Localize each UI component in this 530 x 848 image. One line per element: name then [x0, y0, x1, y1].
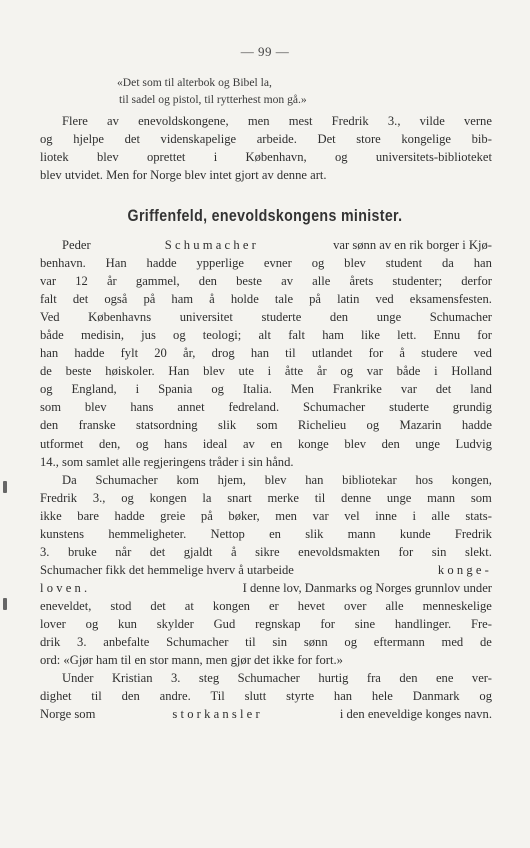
margin-mark: [3, 598, 7, 610]
text-line: den franske statsordning slik som Richelieu og Mazarin hadde: [40, 418, 492, 433]
text-line: både medisin, jus og teologi; alt falt ham like lett. Ennu for: [40, 328, 492, 343]
margin-mark: [3, 481, 7, 493]
verse-quote: [117, 74, 457, 108]
text-line: dighet til den andre. Til slutt styrte han hele Danmark og: [40, 689, 492, 704]
text-line: liotek blev oprettet i København, og universitets-biblioteket: [40, 150, 492, 165]
text-line: og England, i Spania og Italia. Men Frankrike var det land: [40, 382, 492, 397]
text-run: Peder: [62, 238, 91, 252]
text-line: 14., som samlet alle regjeringens tråder i sin hånd.: [40, 454, 294, 469]
text-line: og hjelpe det videnskapelige arbeide. Det store kongelige bib-: [40, 132, 492, 147]
text-line: lover og kun skylder Gud regnskap for sine handlinger. Fre-: [40, 616, 492, 631]
text-line: utformet den, og hans ideal av en konge blev den unge Ludvig: [40, 436, 492, 451]
paragraph-1: [40, 112, 492, 184]
text-line: drik 3. anbefalte Schumacher til sin sønn og eftermann med de: [40, 635, 492, 650]
text-line: [40, 236, 492, 254]
quote-line: «Det som til alterbok og Bibel la,: [117, 76, 272, 89]
quote-line: til sadel og pistol, til rytterhest mon gå.»: [119, 93, 307, 106]
body-text: [40, 236, 492, 723]
text-line: 3. bruke når det gjaldt å sikre enevoldsmakten for sin slekt.: [40, 544, 492, 559]
text-line: Flere av enevoldskongene, men mest Fredrik 3., vilde verne: [62, 114, 492, 128]
text-line: eneveldet, stod det at kongen er hevet over alle menneskelige: [40, 598, 492, 613]
section-heading: Griffenfeld, enevoldskongens minister.: [127, 207, 403, 225]
text-line: benhavn. Han hadde ypperlige evner og blev student da han: [40, 256, 492, 271]
spaced-word: storkansler: [172, 707, 263, 722]
text-run: var sønn av en rik borger i Kjø-: [333, 238, 492, 252]
text-run: I denne lov, Danmarks og Norges grunnlov under: [242, 580, 492, 595]
text-line: [40, 561, 492, 579]
text-line: Da Schumacher kom hjem, blev han bibliotekar hos kongen,: [62, 472, 492, 487]
text-line: som blev hans annet fedreland. Schumacher studerte grundig: [40, 400, 492, 415]
page-number: — 99 —: [240, 44, 290, 59]
text-line: ord: «Gjør ham til en stor mann, men gjør det ikke for fort.»: [40, 653, 343, 668]
spaced-name: Schumacher: [164, 238, 260, 252]
spaced-word: konge-: [437, 562, 492, 577]
text-line: [40, 579, 492, 597]
text-line: Under Kristian 3. steg Schumacher hurtig fra den ene ver-: [62, 671, 492, 686]
text-line: falt det også på ham å holde tale på latin ved eksamensfesten.: [40, 292, 492, 307]
text-line: han hadde fylt 20 år, drog han til utlandet for å studere ved: [40, 346, 492, 361]
text-line: [40, 705, 492, 723]
text-line: Fredrik 3., og kongen la snart merke til denne unge mann som: [40, 490, 492, 505]
text-line: var 12 år gammel, den beste av alle årets studenter; derfor: [40, 274, 492, 289]
spaced-word: loven.: [40, 580, 91, 595]
text-run: i den eneveldige konges navn.: [339, 707, 492, 722]
text-line: de beste høiskoler. Han blev ute i åtte år og var både i Holland: [40, 364, 492, 379]
text-run: Schumacher fikk det hemmelige hverv å utarbeide: [40, 562, 294, 577]
text-line: kunstens hemmeligheter. Nettop en slik mann kunde Fredrik: [40, 526, 492, 541]
text-line: blev utvidet. Men for Norge blev intet gjort av denne art.: [40, 168, 327, 183]
text-run: Norge som: [40, 707, 96, 722]
text-line: Ved Københavns universitet studerte den unge Schumacher: [40, 310, 492, 325]
text-line: ikke bare hadde greie på bøker, men var vel inne i alle stats-: [40, 508, 492, 523]
